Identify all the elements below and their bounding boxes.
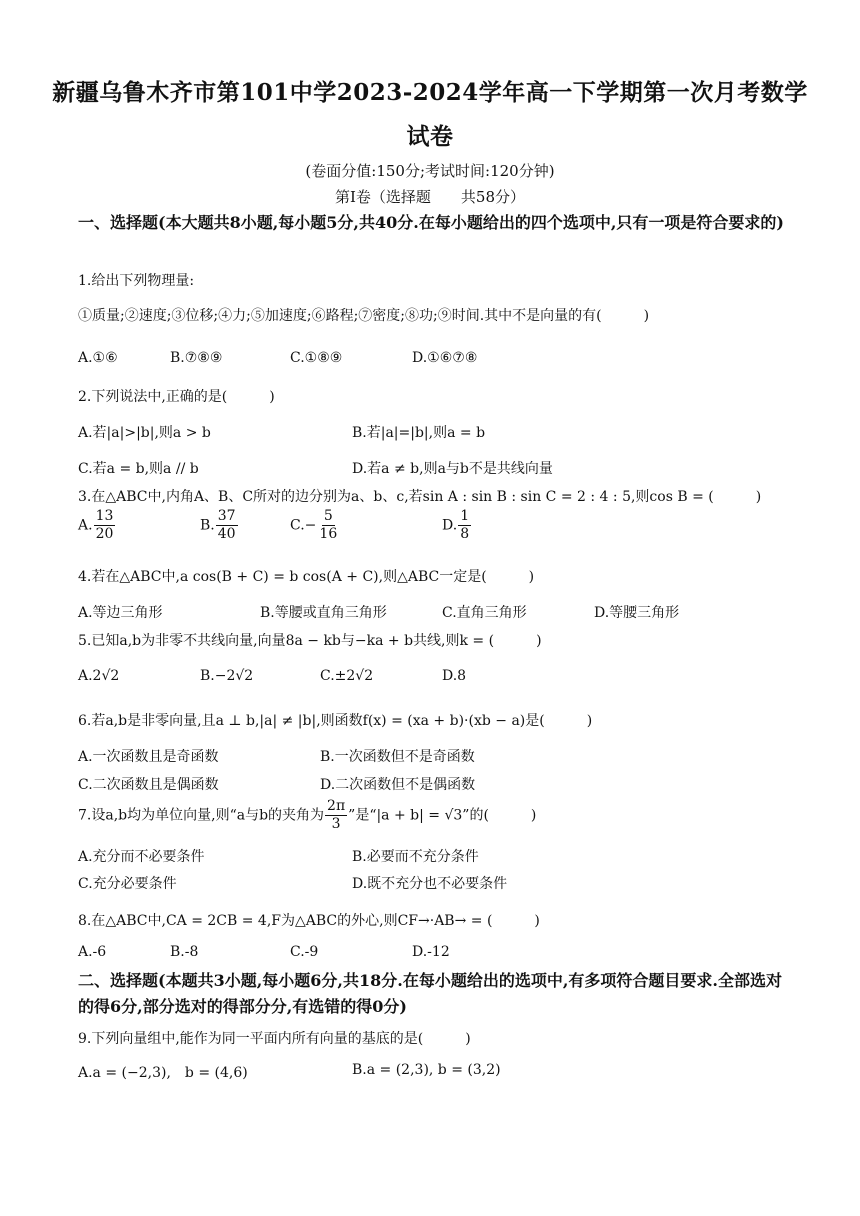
- q9-stem: 9.下列向量组中,能作为同一平面内所有向量的基底的是( ): [78, 1031, 471, 1047]
- q1-stem: 1.给出下列物理量:: [78, 273, 195, 289]
- q8-option-b: B.-8: [170, 944, 199, 960]
- q7-option-d: D.既不充分也不必要条件: [352, 876, 508, 892]
- q5-option-c: C.±2√2: [320, 668, 374, 684]
- q7-option-a: A.充分而不必要条件: [78, 849, 205, 865]
- minus-sign: −: [304, 517, 317, 534]
- q2-option-a: A.若|a|>|b|,则a > b: [78, 425, 211, 441]
- denominator: 40: [217, 525, 236, 542]
- q8-option-a: A.-6: [78, 944, 107, 960]
- fraction: [216, 508, 238, 543]
- fraction: [458, 508, 471, 543]
- q2-option-b: B.若|a|=|b|,则a = b: [352, 425, 486, 441]
- q4-option-b: B.等腰或直角三角形: [260, 605, 387, 621]
- q7-option-b: B.必要而不充分条件: [352, 849, 479, 865]
- q3-option-b: [200, 508, 239, 543]
- q6-option-c: C.二次函数且是偶函数: [78, 777, 219, 793]
- numerator: 1: [460, 508, 470, 524]
- numerator: 37: [217, 508, 236, 524]
- q3-option-c: [290, 508, 340, 543]
- q3-stem: 3.在△ABC中,内角A、B、C所对的边分别为a、b、c,若sin A : sin B : sin C = 2 : 4 : 5,则cos B = ( ): [78, 489, 762, 505]
- q1-option-b: B.⑦⑧⑨: [170, 350, 223, 366]
- q1-option-c: C.①⑧⑨: [290, 350, 343, 366]
- q4-stem: 4.若在△ABC中,a cos(B + C) = b cos(A + C),则△ABC一定是( ): [78, 569, 535, 585]
- denominator: 16: [319, 525, 338, 542]
- q7-stem-after: ”是“|a + b| = √3”的( ): [348, 807, 537, 824]
- q4-option-a: A.等边三角形: [78, 605, 163, 621]
- q1-option-d: D.①⑥⑦⑧: [412, 350, 478, 366]
- q9-option-a: A.a = (−2,3), b = (4,6): [78, 1065, 248, 1081]
- q8-option-d: D.-12: [412, 944, 450, 960]
- q7-stem-before: 7.设a,b均为单位向量,则“a与b的夹角为: [78, 807, 325, 824]
- section1-heading: 一、选择题(本大题共8小题,每小题5分,共40分.在每小题给出的四个选项中,只有一项是符合要求的): [78, 213, 784, 232]
- option-label: C.: [290, 517, 305, 534]
- numerator: 13: [95, 508, 114, 524]
- q6-option-a: A.一次函数且是奇函数: [78, 749, 219, 765]
- denominator: 3: [331, 815, 341, 832]
- volume-label: 第I卷（选择题 共58分）: [334, 188, 525, 206]
- q2-option-c: C.若a = b,则a // b: [78, 461, 199, 477]
- q5-option-a: A.2√2: [78, 668, 120, 684]
- q7-stem: [78, 798, 800, 833]
- section2-heading: 二、选择题(本题共3小题,每小题6分,共18分.在每小题给出的选项中,有多项符合题目要求.全部选对的得6分,部分选对的得部分分,有选错的得0分): [78, 971, 782, 1016]
- q5-option-b: B.−2√2: [200, 668, 254, 684]
- q5-option-d: D.8: [442, 668, 467, 684]
- score-time-info: (卷面分值:150分;考试时间:120分钟): [305, 162, 555, 180]
- numerator: 2π: [327, 798, 346, 814]
- q1-option-a: A.①⑥: [78, 350, 118, 366]
- exam-title-line2: 试卷: [406, 123, 454, 150]
- option-label: D.: [442, 517, 458, 534]
- q1-text: ①质量;②速度;③位移;④力;⑤加速度;⑥路程;⑦密度;⑧功;⑨时间.其中不是向量的有( ): [78, 308, 650, 324]
- q8-option-c: C.-9: [290, 944, 319, 960]
- q5-stem: 5.已知a,b为非零不共线向量,向量8a − kb与−ka + b共线,则k = ( ): [78, 633, 542, 649]
- numerator: 5: [323, 508, 333, 524]
- q4-option-d: D.等腰三角形: [594, 605, 680, 621]
- q6-option-d: D.二次函数但不是偶函数: [320, 777, 476, 793]
- q6-stem: 6.若a,b是非零向量,且a ⊥ b,|a| ≠ |b|,则函数f(x) = (xa + b)·(xb − a)是( ): [78, 713, 593, 729]
- q2-option-d: D.若a ≠ b,则a与b不是共线向量: [352, 461, 553, 477]
- q4-option-c: C.直角三角形: [442, 605, 527, 621]
- q6-option-b: B.一次函数但不是奇函数: [320, 749, 475, 765]
- denominator: 20: [95, 525, 114, 542]
- option-label: A.: [78, 517, 93, 534]
- q7-option-c: C.充分必要条件: [78, 876, 177, 892]
- q3-option-d: [442, 508, 472, 543]
- fraction: [317, 508, 339, 543]
- q8-stem: 8.在△ABC中,CA = 2CB = 4,F为△ABC的外心,则CF→·AB→ = ( ): [78, 913, 540, 929]
- q2-stem: 2.下列说法中,正确的是( ): [78, 389, 275, 405]
- fraction: [94, 508, 116, 543]
- q7-angle-fraction: [325, 798, 347, 833]
- exam-title-line1: 新疆乌鲁木齐市第101中学2023-2024学年高一下学期第一次月考数学: [52, 79, 808, 106]
- q3-option-a: [78, 508, 116, 543]
- option-label: B.: [200, 517, 215, 534]
- denominator: 8: [460, 525, 470, 542]
- q9-option-b: B.a = (2,3), b = (3,2): [352, 1062, 501, 1078]
